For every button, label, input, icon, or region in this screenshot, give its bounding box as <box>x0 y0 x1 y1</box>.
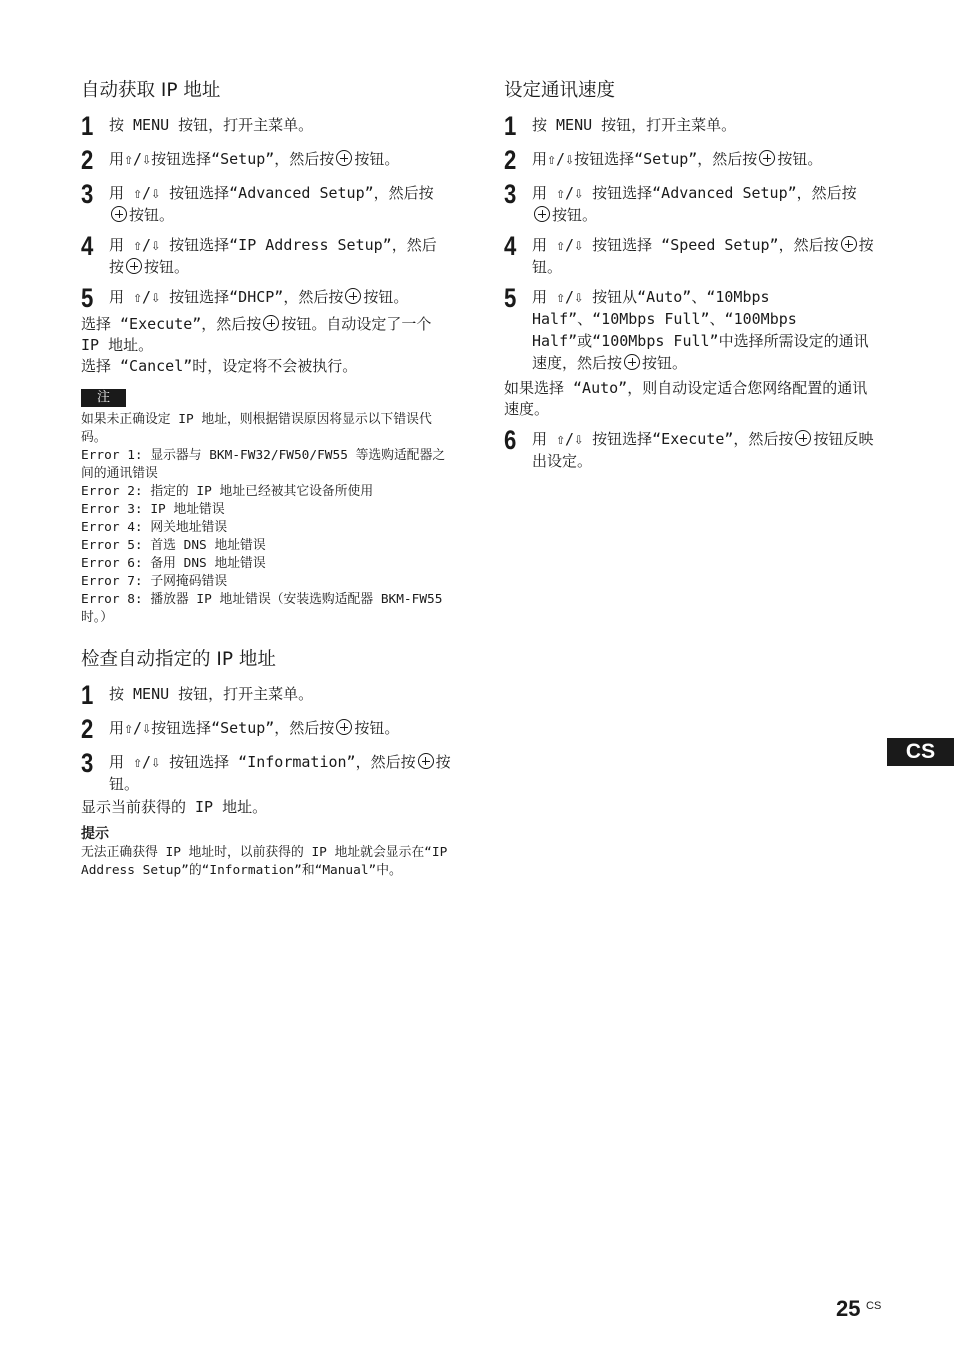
enter-button-icon <box>418 753 434 769</box>
step-text-pre: 用⇧/⇩按钮选择“Setup”，然后按 <box>109 719 335 737</box>
step-text-post: 按钮。 <box>642 354 688 372</box>
step-text-post: 按钮。 <box>532 236 874 276</box>
step-1 <box>81 112 451 140</box>
para-post: 按钮。自动设定了一个 IP 地址。 <box>81 315 432 354</box>
section-title-speed: 设定通讯速度 <box>504 80 616 101</box>
step-number: 1 <box>81 680 94 710</box>
step-text <box>532 180 874 226</box>
step-number: 5 <box>504 283 517 313</box>
enter-button-icon <box>345 288 361 304</box>
step-text-post: 按钮。 <box>552 206 598 224</box>
step-3 <box>81 180 451 226</box>
note-line: Error 6: 备用 DNS 地址错误 <box>81 556 266 571</box>
step-text <box>109 180 451 226</box>
step-1 <box>81 681 451 709</box>
page-number-suffix: CS <box>866 1300 882 1312</box>
step-text-post: 按钮。 <box>363 288 409 306</box>
step-text <box>109 232 451 278</box>
page-number: 25 <box>836 1296 861 1321</box>
step-number: 1 <box>81 111 94 141</box>
note-line: Error 1: 显示器与 BKM-FW32/FW50/FW55 等选购适配器之间的通讯错误 <box>81 448 446 481</box>
step-text: 按 MENU 按钮，打开主菜单。 <box>109 116 314 134</box>
note-line: Error 3: IP 地址错误 <box>81 502 225 517</box>
step-number: 6 <box>504 425 517 455</box>
step-text <box>532 284 874 374</box>
step-5 <box>81 284 451 312</box>
section-title-auto-ip: 自动获取 IP 地址 <box>81 80 221 101</box>
right-column <box>504 78 874 478</box>
step-text-pre: 用 ⇧/⇩ 按钮选择 “Speed Setup”，然后按 <box>532 236 839 254</box>
step-text <box>532 426 874 472</box>
step-number: 2 <box>81 145 94 175</box>
note-line: Error 7: 子网掩码错误 <box>81 574 228 589</box>
enter-button-icon <box>263 315 279 331</box>
step-number: 1 <box>504 111 517 141</box>
step-text-pre: 用 ⇧/⇩ 按钮选择“Execute”，然后按 <box>532 430 794 448</box>
step-text: 按 MENU 按钮，打开主菜单。 <box>532 116 737 134</box>
step-3 <box>81 749 451 795</box>
step-text <box>109 284 451 308</box>
step-text-pre: 用 ⇧/⇩ 按钮从“Auto”、“10Mbps Half”、“10Mbps Full”、“100Mbps Half”或“100Mbps Full”中选择所需设定的通讯速度，然后按 <box>532 288 869 372</box>
step-number: 3 <box>81 748 94 778</box>
enter-button-icon <box>759 150 775 166</box>
step-number: 2 <box>81 714 94 744</box>
step-text <box>532 146 874 170</box>
left-column <box>81 78 451 880</box>
step-text-post: 按钮。 <box>354 150 400 168</box>
step-4 <box>81 232 451 278</box>
step-text-post: 按钮。 <box>109 753 451 793</box>
step-text-pre: 用 ⇧/⇩ 按钮选择“IP Address Setup”，然后按 <box>109 236 437 276</box>
step-text-post: 按钮。 <box>354 719 400 737</box>
step-2 <box>504 146 874 174</box>
enter-button-icon <box>841 236 857 252</box>
enter-button-icon <box>624 354 640 370</box>
step-text <box>109 749 451 795</box>
step-text <box>532 232 874 278</box>
step-text-pre: 用 ⇧/⇩ 按钮选择“Advanced Setup”，然后按 <box>532 184 857 202</box>
step-4 <box>504 232 874 278</box>
step-number: 5 <box>81 283 94 313</box>
step-number: 2 <box>504 145 517 175</box>
note-label: 注 <box>81 389 126 407</box>
tip-text: 无法正确获得 IP 地址时，以前获得的 IP 地址就会显示在“IP Address Setup”的“Information”和“Manual”中。 <box>81 845 448 878</box>
enter-button-icon <box>126 258 142 274</box>
step-text-post: 按钮。 <box>144 258 190 276</box>
enter-button-icon <box>111 206 127 222</box>
step-number: 4 <box>81 231 94 261</box>
step-text-post: 按钮反映出设定。 <box>532 430 874 470</box>
step-text-pre: 用⇧/⇩按钮选择“Setup”，然后按 <box>109 150 335 168</box>
step-1 <box>504 112 874 140</box>
step-number: 3 <box>504 179 517 209</box>
result-paragraph: 显示当前获得的 IP 地址。 <box>81 798 268 816</box>
tip-label: 提示 <box>81 826 109 842</box>
note-list <box>81 411 451 627</box>
step-text-post: 按钮。 <box>777 150 823 168</box>
para-pre: 选择 “Execute”，然后按 <box>81 315 262 333</box>
step-text <box>109 715 451 739</box>
note-line: Error 5: 首选 DNS 地址错误 <box>81 538 266 553</box>
cancel-paragraph: 选择 “Cancel”时，设定将不会被执行。 <box>81 357 358 375</box>
note-line: Error 4: 网关地址错误 <box>81 520 228 535</box>
step-text <box>109 146 451 170</box>
enter-button-icon <box>336 150 352 166</box>
enter-button-icon <box>795 430 811 446</box>
step-text-pre: 用⇧/⇩按钮选择“Setup”，然后按 <box>532 150 758 168</box>
note-line: 如果未正确设定 IP 地址，则根据错误原因将显示以下错误代码。 <box>81 412 432 445</box>
step-3 <box>504 180 874 226</box>
step-5 <box>504 284 874 374</box>
step-text-pre: 用 ⇧/⇩ 按钮选择 “Information”，然后按 <box>109 753 416 771</box>
note-line: Error 8: 播放器 IP 地址错误（安装选购适配器 BKM-FW55 时。） <box>81 592 443 625</box>
section-title-check-ip: 检查自动指定的 IP 地址 <box>81 649 276 670</box>
result-paragraph <box>81 314 451 356</box>
step-text-post: 按钮。 <box>129 206 175 224</box>
step-6 <box>504 426 874 472</box>
step-number: 3 <box>81 179 94 209</box>
enter-button-icon <box>534 206 550 222</box>
step-2 <box>81 715 451 743</box>
note-line: Error 2: 指定的 IP 地址已经被其它设备所使用 <box>81 484 374 499</box>
auto-paragraph: 如果选择 “Auto”，则自动设定适合您网络配置的通讯速度。 <box>504 379 868 418</box>
step-text: 按 MENU 按钮，打开主菜单。 <box>109 685 314 703</box>
language-side-tab: CS <box>887 738 954 766</box>
step-text-pre: 用 ⇧/⇩ 按钮选择“Advanced Setup”，然后按 <box>109 184 434 202</box>
step-number: 4 <box>504 231 517 261</box>
enter-button-icon <box>336 719 352 735</box>
step-text-pre: 用 ⇧/⇩ 按钮选择“DHCP”，然后按 <box>109 288 344 306</box>
step-2 <box>81 146 451 174</box>
